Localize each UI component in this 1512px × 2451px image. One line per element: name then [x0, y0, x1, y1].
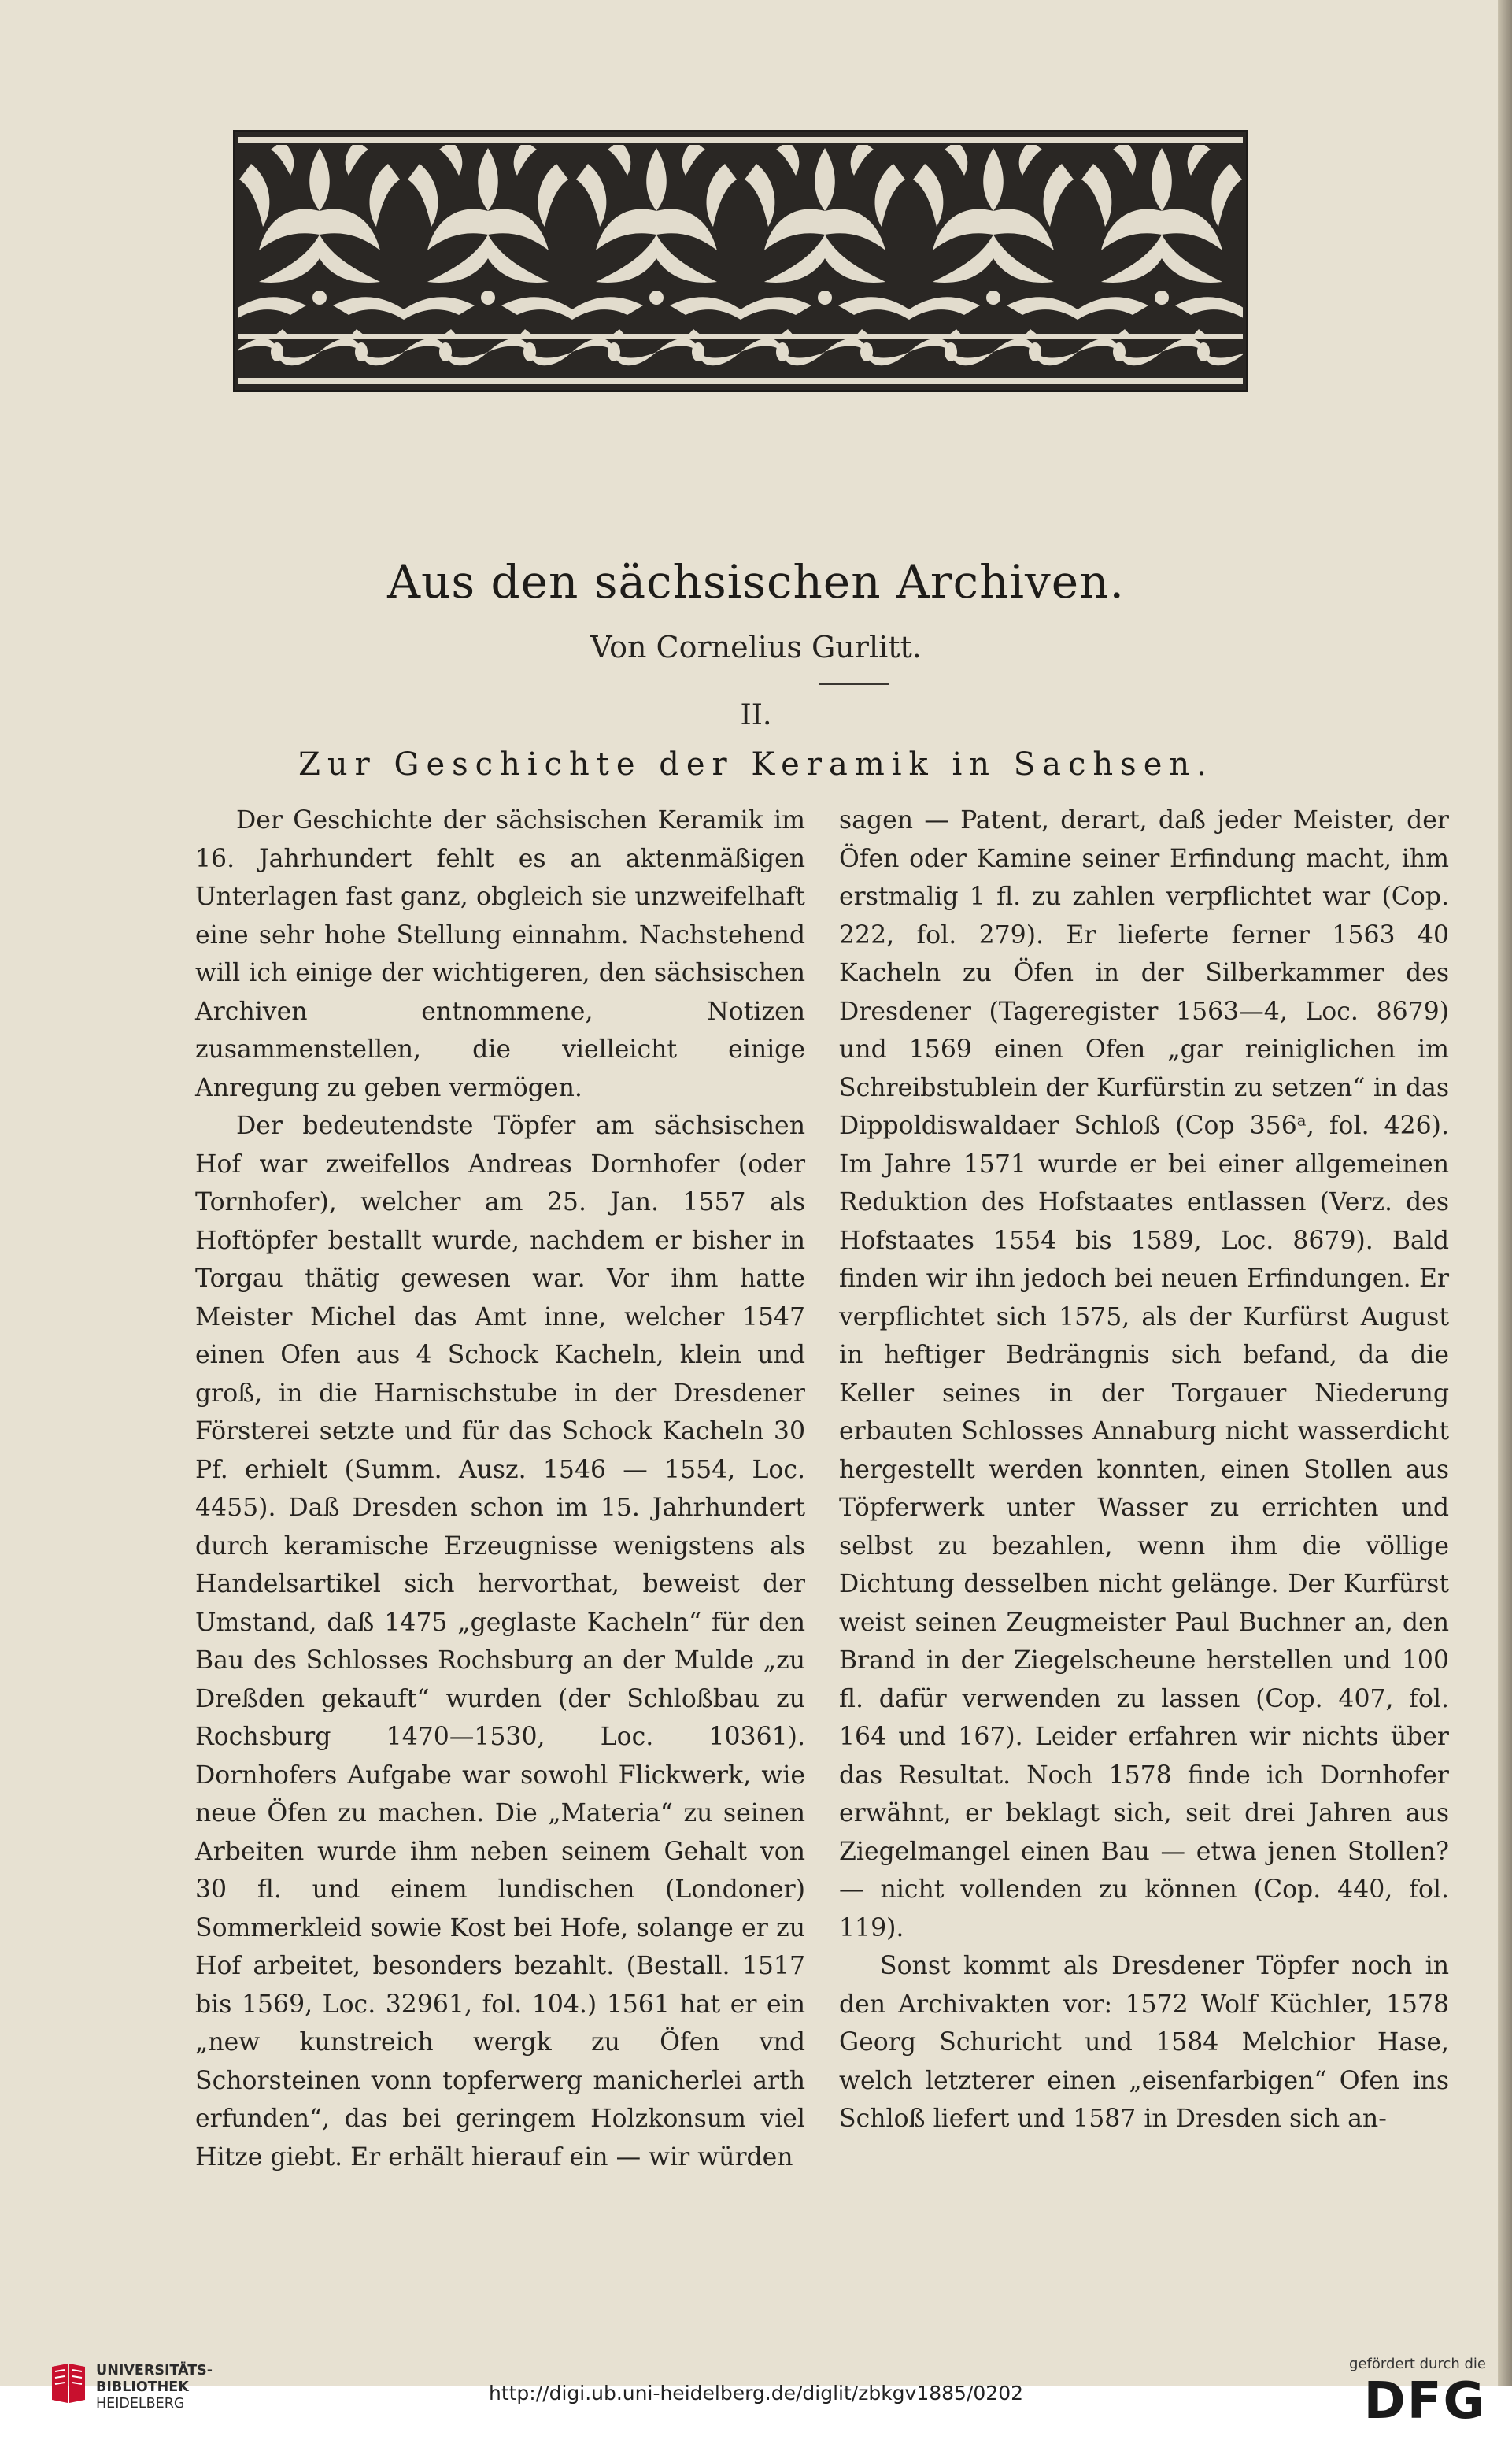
library-name-line1: UNIVERSITÄTS- — [96, 2363, 213, 2379]
paragraph: Der Geschichte der sächsischen Keramik im 16. Jahrhundert fehlt es an aktenmäßigen Unterlagen fast ganz, obgleich sie unzweifelhaft eine sehr hohe Stellung einnahm. Nachstehend will ich einige der wichtigeren, den sächsischen Archiven entnommene, Notizen zusammenstellen, die vielleicht einige Anregung zu geben vermögen. — [195, 806, 805, 1102]
article-byline: Von Cornelius Gurlitt. — [590, 630, 922, 665]
library-name-line2: BIBLIOTHEK — [96, 2379, 189, 2395]
title-divider — [819, 683, 889, 685]
library-name-line3: HEIDELBERG — [96, 2396, 185, 2412]
permalink[interactable]: http://digi.ub.uni-heidelberg.de/diglit/zbkgv1885/0202 — [488, 2382, 1024, 2405]
paragraph: Sonst kommt als Dresdener Töpfer noch in den Archivakten vor: 1572 Wolf Küchler, 1578 Georg Schuricht und 1584 Melchior Hase, welch letzterer einen „eisenfarbigen“ Ofen ins Schloß liefert und 1587 in Dresden sich an- — [839, 1952, 1449, 2133]
floral-ornament-band — [233, 130, 1248, 392]
funding-note: gefördert durch die — [1349, 2356, 1486, 2372]
paragraph: sagen — Patent, derart, daß jeder Meister, der Öfen oder Kamine seiner Erfindung macht, ihm erstmalig 1 fl. zu zahlen verpflichtet war (Cop. 222, fol. 279). Er lieferte ferner 1563 40 Kacheln zu Öfen in der Silberkammer des Dresdener (Tageregister 1563—4, Loc. 8679) und 1569 einen Ofen „gar reiniglichen im Schreibstublein der Kurfürstin zu setzen“ in das Dippoldiswaldaer Schloß (Cop 356ᵃ, fol. 426). Im Jahre 1571 wurde er bei einer allgemeinen Reduktion des Hofstaates entlassen (Verz. des Hofstaates 1554 bis 1589, Loc. 8679). Bald finden wir ihn jedoch bei neuen Erfindungen. Er verpflichtet sich 1575, als der Kurfürst August in heftiger Bedrängnis sich befand, da die Keller seines in der Torgauer Niederung erbauten Schlosses Annaburg nicht wasserdicht hergestellt werden konnten, einen Stollen aus Töpferwerk unter Wasser zu errichten und selbst zu bezahlen, wenn ihm die völlige Dichtung desselben nicht gelänge. Der Kurfürst weist seinen Zeugmeister Paul Buchner an, den Brand in der Ziegelscheune herstellen und 100 fl. dafür verwenden zu lassen (Cop. 407, fol. 164 und 167). Leider erfahren wir nichts über das Resultat. Noch 1578 finde ich Dornhofer erwähnt, er beklagt sich, seit drei Jahren aus Ziegelmangel einen Bau — etwa jenen Stollen? — nicht vollenden zu können (Cop. 440, fol. 119). — [839, 806, 1449, 1942]
text-column-left — [195, 802, 805, 2176]
dfg-logo: DFG — [1363, 2372, 1486, 2431]
text-column-right — [839, 802, 1449, 2138]
part-number: II. — [740, 699, 772, 731]
section-subtitle: Zur Geschichte der Keramik in Sachsen. — [298, 746, 1214, 783]
paragraph: Der bedeutendste Töpfer am sächsischen Hof war zweifellos Andreas Dornhofer (oder Tornhofer), welcher am 25. Jan. 1557 als Hoftöpfer bestallt wurde, nachdem er bisher in Torgau thätig gewesen war. Vor ihm hatte Meister Michel das Amt inne, welcher 1547 einen Ofen aus 4 Schock Kacheln, klein und groß, in die Harnischstube in der Dresdener Försterei setzte und für das Schock Kacheln 30 Pf. erhielt (Summ. Ausz. 1546 — 1554, Loc. 4455). Daß Dresden schon im 15. Jahrhundert durch keramische Erzeugnisse wenigstens als Handelsartikel sich hervorthat, beweist der Umstand, daß 1475 „geglaste Kacheln“ für den Bau des Schlosses Rochsburg an der Mulde „zu Dreßden gekauft“ wurden (der Schloßbau zu Rochsburg 1470—1530, Loc. 10361). Dornhofers Aufgabe war sowohl Flickwerk, wie neue Öfen zu machen. Die „Materia“ zu seinen Arbeiten wurde ihm neben seinem Gehalt von 30 fl. und einem lundischen (Londoner) Sommerkleid sowie Kost bei Hofe, solange er zu Hof arbeitet, besonders bezahlt. (Bestall. 1517 bis 1569, Loc. 32961, fol. 104.) 1561 hat er ein „new kunstreich wergk zu Öfen vnd Schorsteinen vonn topferwerg manicherlei arth erfunden“, das bei geringem Holzkonsum viel Hitze giebt. Er erhält hierauf ein — wir würden — [195, 1112, 805, 2171]
article-title: Aus den sächsischen Archiven. — [387, 555, 1125, 609]
page-edge — [1498, 0, 1512, 2386]
